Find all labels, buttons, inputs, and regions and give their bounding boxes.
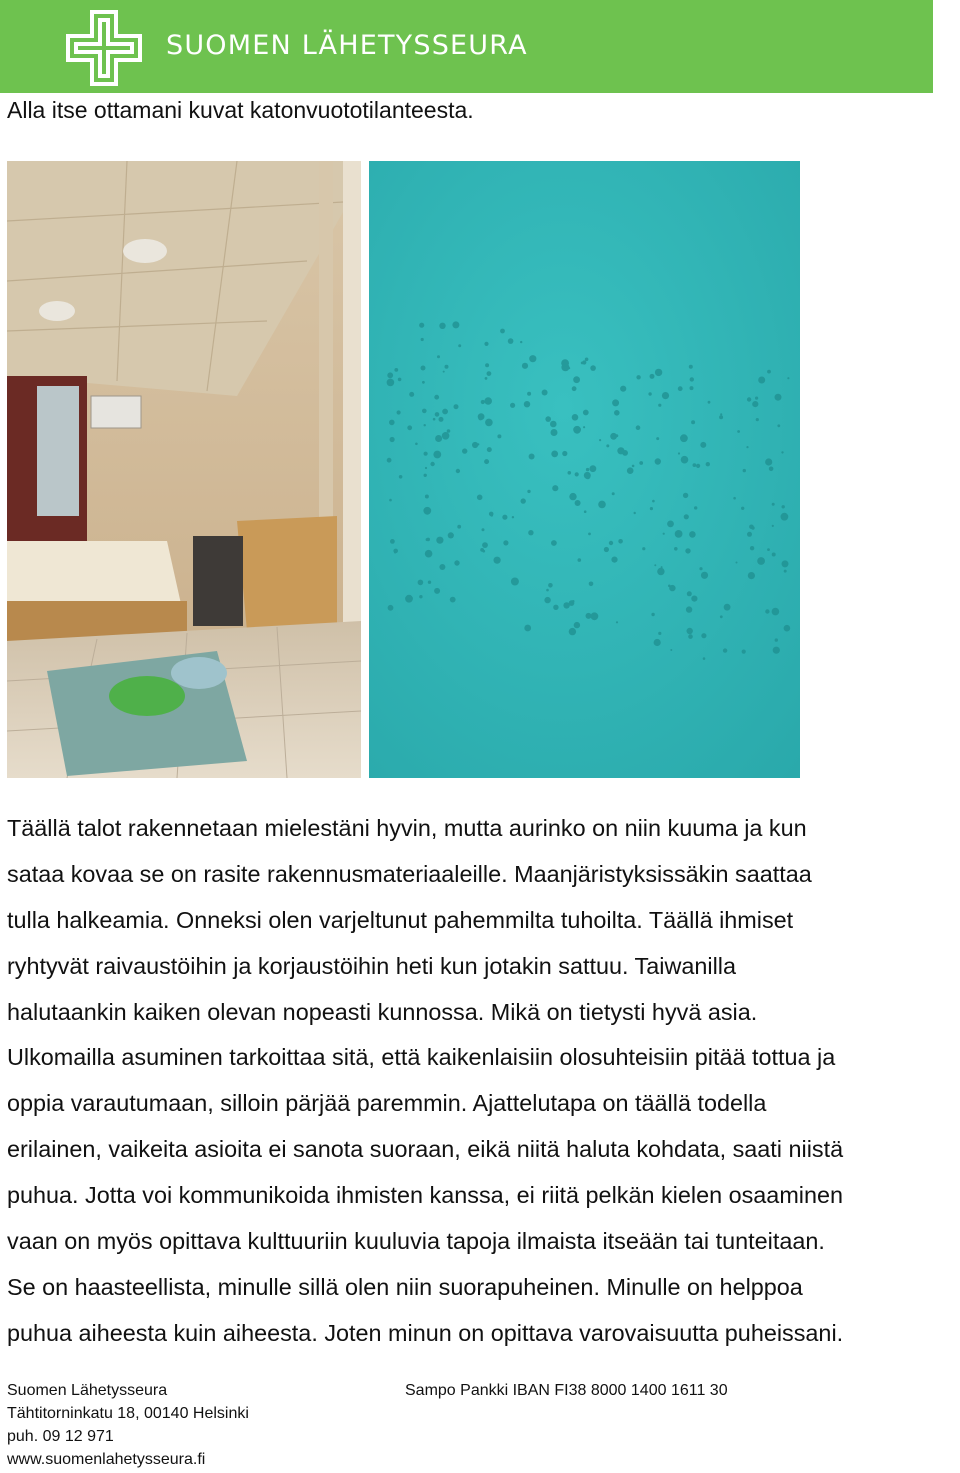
- footer-contact: [7, 1379, 249, 1471]
- footer-bank: Sampo Pankki IBAN FI38 8000 1400 1611 30: [405, 1382, 728, 1399]
- footer-phone: puh. 09 12 971: [7, 1428, 114, 1445]
- footer-address: Tähtitorninkatu 18, 00140 Helsinki: [7, 1405, 249, 1422]
- body-line: vaan on myös opittava kulttuuriin kuuluvia tapoja ilmaista itseään tai tunteitaan.: [7, 1228, 825, 1255]
- ceiling-photo: [369, 161, 800, 778]
- cross-logo-icon: [64, 8, 144, 88]
- body-text: [7, 806, 960, 1357]
- body-line: ryhtyvät raivaustöihin ja korjaustöihin heti kun jotakin sattuu. Taiwanilla: [7, 952, 736, 979]
- footer-website[interactable]: www.suomenlahetysseura.fi: [7, 1451, 206, 1468]
- body-line: Se on haasteellista, minulle sillä olen niin suorapuheinen. Minulle on helppoa: [7, 1273, 803, 1300]
- body-line: Täällä talot rakennetaan mielestäni hyvin, mutta aurinko on niin kuuma ja kun: [7, 815, 807, 841]
- body-line: halutaankin kaiken olevan nopeasti kunnossa. Mikä on tietysti hyvä asia.: [7, 998, 758, 1025]
- body-line: erilainen, vaikeita asioita ei sanota suoraan, eikä niitä haluta kohdata, saati niistä: [7, 1136, 844, 1163]
- body-line: Ulkomailla asuminen tarkoittaa sitä, että kaikenlaisiin olosuhteisiin pitää tottua ja: [7, 1044, 836, 1071]
- room-photo: [7, 161, 361, 778]
- organization-logo-text: SUOMEN LÄHETYSSEURA: [166, 30, 528, 61]
- body-line: puhua aiheesta kuin aiheesta. Joten minun on opittava varovaisuutta puheissani.: [7, 1319, 844, 1346]
- body-line: oppia varautumaan, silloin pärjää paremmin. Ajattelutapa on täällä todella: [7, 1090, 767, 1117]
- body-line: tulla halkeamia. Onneksi olen varjeltunut pahemmilta tuhoilta. Täällä ihmiset: [7, 906, 794, 933]
- intro-text: Alla itse ottamani kuvat katonvuototilanteesta.: [7, 97, 474, 123]
- footer-organization: Suomen Lähetysseura: [7, 1382, 168, 1399]
- body-line: sataa kovaa se on rasite rakennusmateriaaleille. Maanjäristyksissäkin saattaa: [7, 860, 812, 887]
- body-line: puhua. Jotta voi kommunikoida ihmisten kanssa, ei riitä pelkän kielen osaaminen: [7, 1182, 844, 1209]
- header-banner: [0, 0, 933, 93]
